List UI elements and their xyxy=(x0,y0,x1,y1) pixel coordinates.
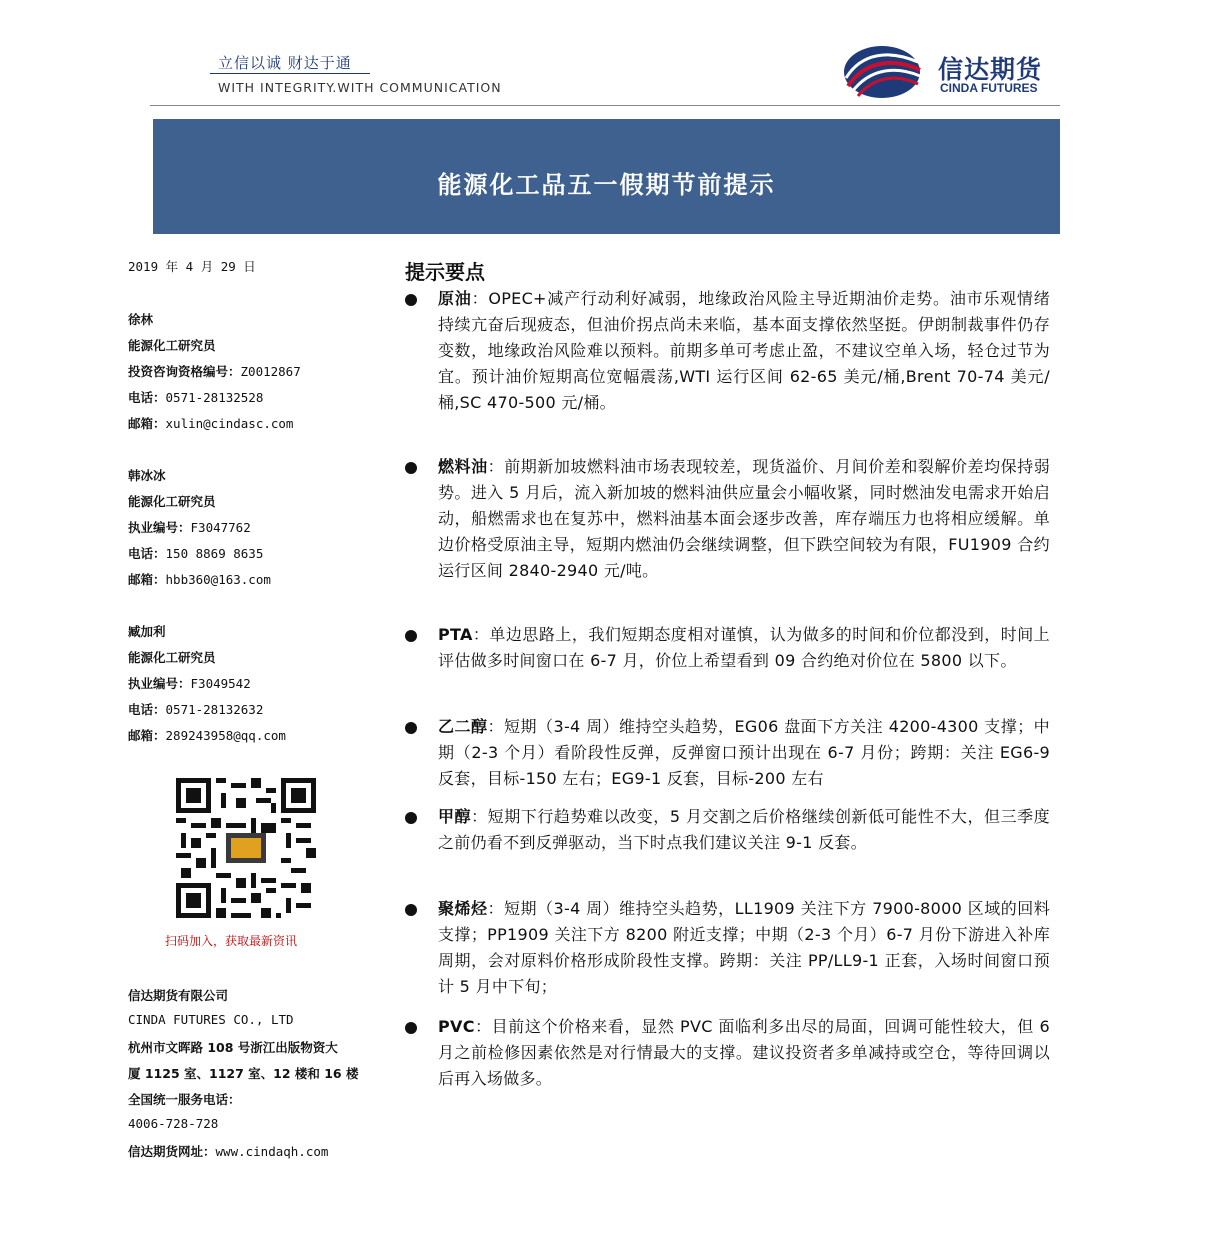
hotline-number[interactable]: 4006-728-728 xyxy=(128,1116,219,1131)
commodity-label: 原油 xyxy=(438,289,472,308)
qr-caption: 扫码加入，获取最新资讯 xyxy=(165,934,298,948)
analyst-phone xyxy=(128,388,263,406)
commodity-point-ethylene-glycol xyxy=(438,714,1050,792)
bullet-icon xyxy=(405,904,417,916)
analyst-title: 能源化工研究员 xyxy=(128,650,216,665)
cinda-logo-icon xyxy=(842,44,922,100)
analyst-name: 韩冰冰 xyxy=(128,468,166,483)
commodity-point-fuel-oil xyxy=(438,454,1050,584)
email-value: hbb360@163.com xyxy=(165,572,271,587)
analyst-phone xyxy=(128,544,263,562)
commodity-point-methanol xyxy=(438,804,1050,856)
commodity-text: ：短期（3-4 周）维持空头趋势，EG06 盘面下方关注 4200-4300 支撑；中期（2-3 个月）看阶段性反弹，反弹窗口预计出现在 6-7 月份；跨期：关注 EG6-9 反套，目标-150 左右；EG9-1 反套，目标-200 左右 xyxy=(438,717,1050,788)
analyst-title: 能源化工研究员 xyxy=(128,338,216,353)
bullet-icon xyxy=(405,462,417,474)
license-label: 投资咨询资格编号： xyxy=(128,364,241,379)
slogan-underline xyxy=(210,73,370,74)
analyst-license xyxy=(128,362,301,380)
email-value: 289243958@qq.com xyxy=(165,728,286,743)
commodity-label: 甲醇 xyxy=(438,807,472,826)
email-value: xulin@cindasc.com xyxy=(165,416,294,431)
commodity-text: ：单边思路上，我们短期态度相对谨慎，认为做多的时间和价位都没到，时间上评估做多时间窗口在 6-7 月，价位上希望看到 09 合约绝对价位在 5800 以下。 xyxy=(438,625,1050,670)
phone-label: 电话： xyxy=(128,546,166,561)
website-link[interactable]: www.cindaqh.com xyxy=(215,1144,329,1159)
analyst-title: 能源化工研究员 xyxy=(128,494,216,509)
commodity-point-pvc xyxy=(438,1014,1050,1092)
section-title: 提示要点 xyxy=(405,260,485,284)
license-label: 执业编号： xyxy=(128,676,191,691)
commodity-label: 乙二醇 xyxy=(438,717,488,736)
bullet-icon xyxy=(405,1022,417,1034)
bullet-icon xyxy=(405,812,417,824)
analyst-name: 徐林 xyxy=(128,312,154,327)
qr-code-icon[interactable] xyxy=(176,778,316,918)
commodity-text: ：短期（3-4 周）维持空头趋势，LL1909 关注下方 7900-8000 区域的回料支撑；PP1909 关注下方 8200 附近支撑；中期（2-3 个月）6-7 月份下游进入补库周期，会对原料价格形成阶段性支撑。跨期：关注 PP/LL9-1 正套，入场时间窗口预计 5 月中下旬； xyxy=(438,899,1051,996)
analyst-email xyxy=(128,570,271,588)
analyst-name: 臧加利 xyxy=(128,624,166,639)
company-name-cn: 信达期货有限公司 xyxy=(128,988,229,1003)
phone-value: 150 8869 8635 xyxy=(165,546,264,561)
analyst-email xyxy=(128,414,293,432)
phone-label: 电话： xyxy=(128,702,166,717)
website-label: 信达期货网址： xyxy=(128,1144,216,1159)
email-label: 邮箱： xyxy=(128,416,166,431)
analyst-phone xyxy=(128,700,263,718)
phone-label: 电话： xyxy=(128,390,166,405)
slogan-english: WITH INTEGRITY.WITH COMMUNICATION xyxy=(218,80,502,95)
bullet-icon xyxy=(405,630,417,642)
report-date: 2019 年 4 月 29 日 xyxy=(128,259,256,274)
license-value: F3047762 xyxy=(190,520,251,535)
commodity-point-polyolefin xyxy=(438,896,1050,1000)
commodity-text: ：OPEC+减产行动利好减弱，地缘政治风险主导近期油价走势。油市乐观情绪持续亢奋后现疲态，但油价拐点尚未来临，基本面支撑依然坚挺。伊朗制裁事件仍存变数，地缘政治风险难以预料。前期多单可考虑止盈，不建议空单入场，轻仓过节为宜。预计油价短期高位宽幅震荡,WTI 运行区间 62-65 美元/桶,Brent 70-74 美元/桶,SC 470-500 元/桶。 xyxy=(438,289,1051,412)
header-divider xyxy=(150,105,1060,106)
commodity-label: 燃料油 xyxy=(438,457,488,476)
logo-chinese-name: 信达期货 xyxy=(938,55,1043,84)
license-value: Z0012867 xyxy=(240,364,301,379)
email-label: 邮箱： xyxy=(128,572,166,587)
company-website xyxy=(128,1142,328,1160)
commodity-text: ：前期新加坡燃料油市场表现较差，现货溢价、月间价差和裂解价差均保持弱势。进入 5 月后，流入新加坡的燃料油供应量会小幅收紧，同时燃油发电需求开始启动，船燃需求也在复苏中，燃料油基本面会逐步改善，库存端压力也将相应缓解。单边价格受原油主导，短期内燃油仍会继续调整，但下跌空间较为有限，FU1909 合约运行区间 2840-2940 元/吨。 xyxy=(438,457,1051,580)
commodity-point-crude-oil xyxy=(438,286,1050,416)
report-title: 能源化工品五一假期节前提示 xyxy=(437,171,776,199)
title-banner xyxy=(153,119,1060,234)
slogan-chinese: 立信以诚 财达于通 xyxy=(218,54,352,72)
analyst-email xyxy=(128,726,286,744)
commodity-label: 聚烯烃 xyxy=(438,899,488,918)
license-value: F3049542 xyxy=(190,676,251,691)
commodity-label: PVC xyxy=(438,1017,475,1036)
analyst-license xyxy=(128,518,251,536)
bullet-icon xyxy=(405,722,417,734)
commodity-point-pta xyxy=(438,622,1050,674)
hotline-label: 全国统一服务电话： xyxy=(128,1092,241,1107)
email-label: 邮箱： xyxy=(128,728,166,743)
analyst-license xyxy=(128,674,251,692)
bullet-icon xyxy=(405,294,417,306)
phone-value: 0571-28132632 xyxy=(165,702,264,717)
license-label: 执业编号： xyxy=(128,520,191,535)
commodity-label: PTA xyxy=(438,625,473,644)
commodity-text: ：短期下行趋势难以改变，5 月交割之后价格继续创新低可能性不大，但三季度之前仍看不到反弹驱动，当下时点我们建议关注 9-1 反套。 xyxy=(438,807,1050,852)
company-name-en: CINDA FUTURES CO., LTD xyxy=(128,1012,294,1027)
commodity-text: ：目前这个价格来看，显然 PVC 面临利多出尽的局面，回调可能性较大，但 6 月之前检修因素依然是对行情最大的支撑。建议投资者多单减持或空仓，等待回调以后再入场做多。 xyxy=(438,1017,1050,1088)
company-address: 杭州市文晖路 108 号浙江出版物资大 xyxy=(128,1040,338,1055)
phone-value: 0571-28132528 xyxy=(165,390,264,405)
company-address: 厦 1125 室、1127 室、12 楼和 16 楼 xyxy=(128,1066,359,1081)
logo-english-name: CINDA FUTURES xyxy=(940,81,1038,95)
